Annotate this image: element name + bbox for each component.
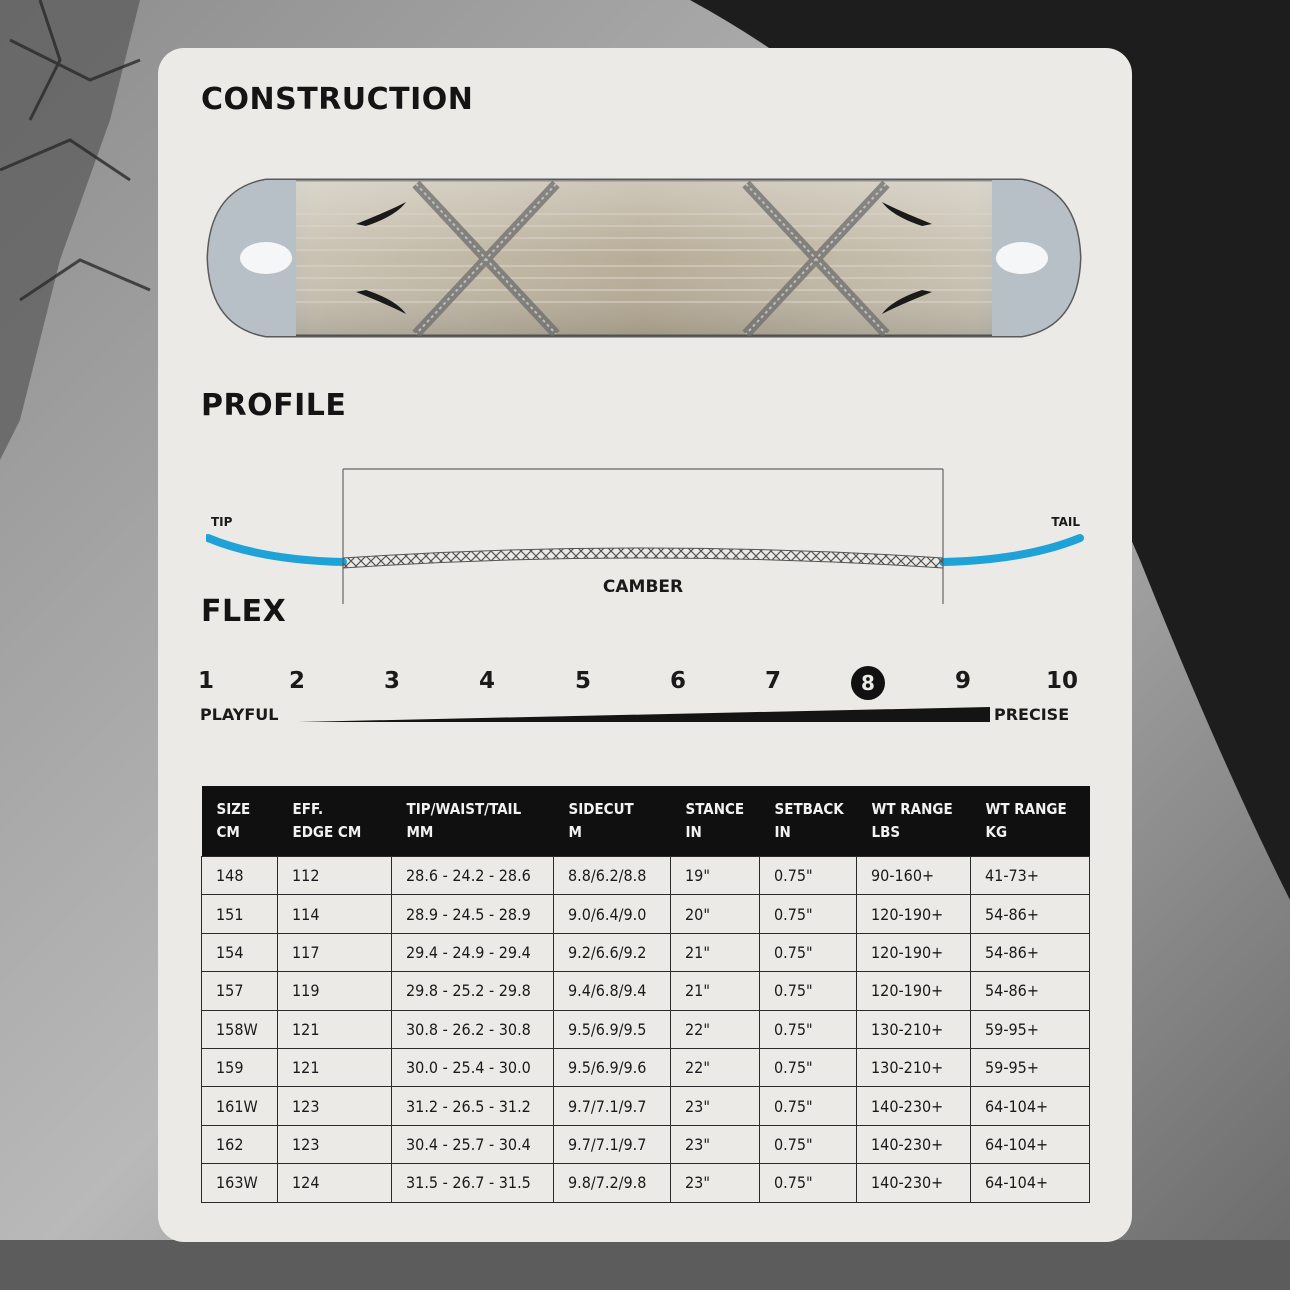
flex-num-2: 2 bbox=[288, 668, 305, 694]
table-cell: 0.75" bbox=[760, 972, 857, 1010]
table-cell: 162 bbox=[202, 1125, 278, 1163]
table-cell: 120-190+ bbox=[857, 933, 971, 971]
board-construction-illustration bbox=[206, 174, 1082, 344]
table-row bbox=[202, 1010, 1090, 1048]
table-row bbox=[202, 1125, 1090, 1163]
table-cell: 31.5 - 26.7 - 31.5 bbox=[392, 1164, 554, 1202]
table-cell: 64-104+ bbox=[971, 1125, 1090, 1163]
table-cell: 119 bbox=[278, 972, 392, 1010]
table-row bbox=[202, 972, 1090, 1010]
table-cell: 151 bbox=[202, 895, 278, 933]
table-cell: 9.8/7.2/9.8 bbox=[554, 1164, 671, 1202]
flex-num-9: 9 bbox=[954, 668, 971, 694]
table-cell: 59-95+ bbox=[971, 1048, 1090, 1086]
table-cell: 23" bbox=[671, 1087, 760, 1125]
flex-num-6: 6 bbox=[669, 668, 686, 694]
column-header: SETBACK IN bbox=[760, 786, 857, 857]
table-cell: 28.6 - 24.2 - 28.6 bbox=[392, 857, 554, 895]
flex-wedge bbox=[298, 705, 990, 723]
table-cell: 28.9 - 24.5 - 28.9 bbox=[392, 895, 554, 933]
table-header-row bbox=[202, 786, 1090, 857]
table-cell: 21" bbox=[671, 972, 760, 1010]
table-cell: 59-95+ bbox=[971, 1010, 1090, 1048]
table-cell: 9.5/6.9/9.6 bbox=[554, 1048, 671, 1086]
table-cell: 9.5/6.9/9.5 bbox=[554, 1010, 671, 1048]
table-cell: 140-230+ bbox=[857, 1125, 971, 1163]
table-cell: 114 bbox=[278, 895, 392, 933]
table-cell: 154 bbox=[202, 933, 278, 971]
table-cell: 9.4/6.8/9.4 bbox=[554, 972, 671, 1010]
flex-num-3: 3 bbox=[383, 668, 400, 694]
table-cell: 0.75" bbox=[760, 1164, 857, 1202]
flex-high-label: PRECISE bbox=[994, 705, 1070, 724]
table-cell: 120-190+ bbox=[857, 895, 971, 933]
column-header: WT RANGE KG bbox=[971, 786, 1090, 857]
table-row bbox=[202, 857, 1090, 895]
table-cell: 21" bbox=[671, 933, 760, 971]
table-cell: 30.0 - 25.4 - 30.0 bbox=[392, 1048, 554, 1086]
table-cell: 0.75" bbox=[760, 895, 857, 933]
table-cell: 9.7/7.1/9.7 bbox=[554, 1125, 671, 1163]
column-header: STANCE IN bbox=[671, 786, 760, 857]
table-row bbox=[202, 933, 1090, 971]
table-cell: 112 bbox=[278, 857, 392, 895]
table-cell: 22" bbox=[671, 1010, 760, 1048]
table-row bbox=[202, 1087, 1090, 1125]
table-cell: 29.4 - 24.9 - 29.4 bbox=[392, 933, 554, 971]
table-cell: 0.75" bbox=[760, 1010, 857, 1048]
table-cell: 123 bbox=[278, 1125, 392, 1163]
spec-card bbox=[158, 48, 1132, 1242]
table-cell: 0.75" bbox=[760, 857, 857, 895]
table-cell: 64-104+ bbox=[971, 1087, 1090, 1125]
table-cell: 8.8/6.2/8.8 bbox=[554, 857, 671, 895]
tail-label: TAIL bbox=[1051, 515, 1080, 529]
table-cell: 90-160+ bbox=[857, 857, 971, 895]
spec-table bbox=[201, 786, 1090, 1203]
table-cell: 30.4 - 25.7 - 30.4 bbox=[392, 1125, 554, 1163]
flex-num-4: 4 bbox=[478, 668, 495, 694]
table-cell: 20" bbox=[671, 895, 760, 933]
table-cell: 22" bbox=[671, 1048, 760, 1086]
flex-scale bbox=[198, 666, 1078, 702]
table-cell: 9.2/6.6/9.2 bbox=[554, 933, 671, 971]
camber-profile-diagram bbox=[206, 456, 1086, 606]
table-cell: 157 bbox=[202, 972, 278, 1010]
table-cell: 30.8 - 26.2 - 30.8 bbox=[392, 1010, 554, 1048]
flex-low-label: PLAYFUL bbox=[200, 705, 279, 724]
table-cell: 29.8 - 25.2 - 29.8 bbox=[392, 972, 554, 1010]
column-header: SIDECUT M bbox=[554, 786, 671, 857]
column-header: EFF. EDGE CM bbox=[278, 786, 392, 857]
table-cell: 0.75" bbox=[760, 1087, 857, 1125]
table-row bbox=[202, 1048, 1090, 1086]
table-cell: 123 bbox=[278, 1087, 392, 1125]
table-cell: 140-230+ bbox=[857, 1087, 971, 1125]
table-cell: 19" bbox=[671, 857, 760, 895]
table-row bbox=[202, 1164, 1090, 1202]
table-cell: 54-86+ bbox=[971, 895, 1090, 933]
table-cell: 140-230+ bbox=[857, 1164, 971, 1202]
table-cell: 54-86+ bbox=[971, 933, 1090, 971]
table-cell: 117 bbox=[278, 933, 392, 971]
table-cell: 54-86+ bbox=[971, 972, 1090, 1010]
flex-num-1: 1 bbox=[197, 668, 214, 694]
profile-heading: PROFILE bbox=[201, 388, 347, 423]
table-cell: 124 bbox=[278, 1164, 392, 1202]
table-cell: 9.7/7.1/9.7 bbox=[554, 1087, 671, 1125]
camber-label: CAMBER bbox=[602, 577, 684, 597]
table-cell: 0.75" bbox=[760, 1048, 857, 1086]
construction-heading: CONSTRUCTION bbox=[201, 82, 474, 117]
table-cell: 161W bbox=[202, 1087, 278, 1125]
column-header: SIZE CM bbox=[202, 786, 278, 857]
table-cell: 23" bbox=[671, 1125, 760, 1163]
table-cell: 148 bbox=[202, 857, 278, 895]
table-cell: 130-210+ bbox=[857, 1048, 971, 1086]
table-cell: 159 bbox=[202, 1048, 278, 1086]
flex-num-10: 10 bbox=[1045, 668, 1078, 694]
table-cell: 121 bbox=[278, 1048, 392, 1086]
table-row bbox=[202, 895, 1090, 933]
table-cell: 41-73+ bbox=[971, 857, 1090, 895]
tip-label: TIP bbox=[211, 515, 233, 529]
table-cell: 121 bbox=[278, 1010, 392, 1048]
flex-selected-badge: 8 bbox=[851, 666, 885, 700]
table-cell: 163W bbox=[202, 1164, 278, 1202]
table-cell: 64-104+ bbox=[971, 1164, 1090, 1202]
table-cell: 9.0/6.4/9.0 bbox=[554, 895, 671, 933]
table-cell: 0.75" bbox=[760, 1125, 857, 1163]
table-cell: 130-210+ bbox=[857, 1010, 971, 1048]
table-cell: 120-190+ bbox=[857, 972, 971, 1010]
column-header: TIP/WAIST/TAIL MM bbox=[392, 786, 554, 857]
column-header: WT RANGE LBS bbox=[857, 786, 971, 857]
table-cell: 0.75" bbox=[760, 933, 857, 971]
flex-heading: FLEX bbox=[201, 594, 287, 629]
table-cell: 31.2 - 26.5 - 31.2 bbox=[392, 1087, 554, 1125]
table-cell: 23" bbox=[671, 1164, 760, 1202]
flex-num-5: 5 bbox=[574, 668, 591, 694]
table-cell: 158W bbox=[202, 1010, 278, 1048]
flex-num-7: 7 bbox=[764, 668, 781, 694]
